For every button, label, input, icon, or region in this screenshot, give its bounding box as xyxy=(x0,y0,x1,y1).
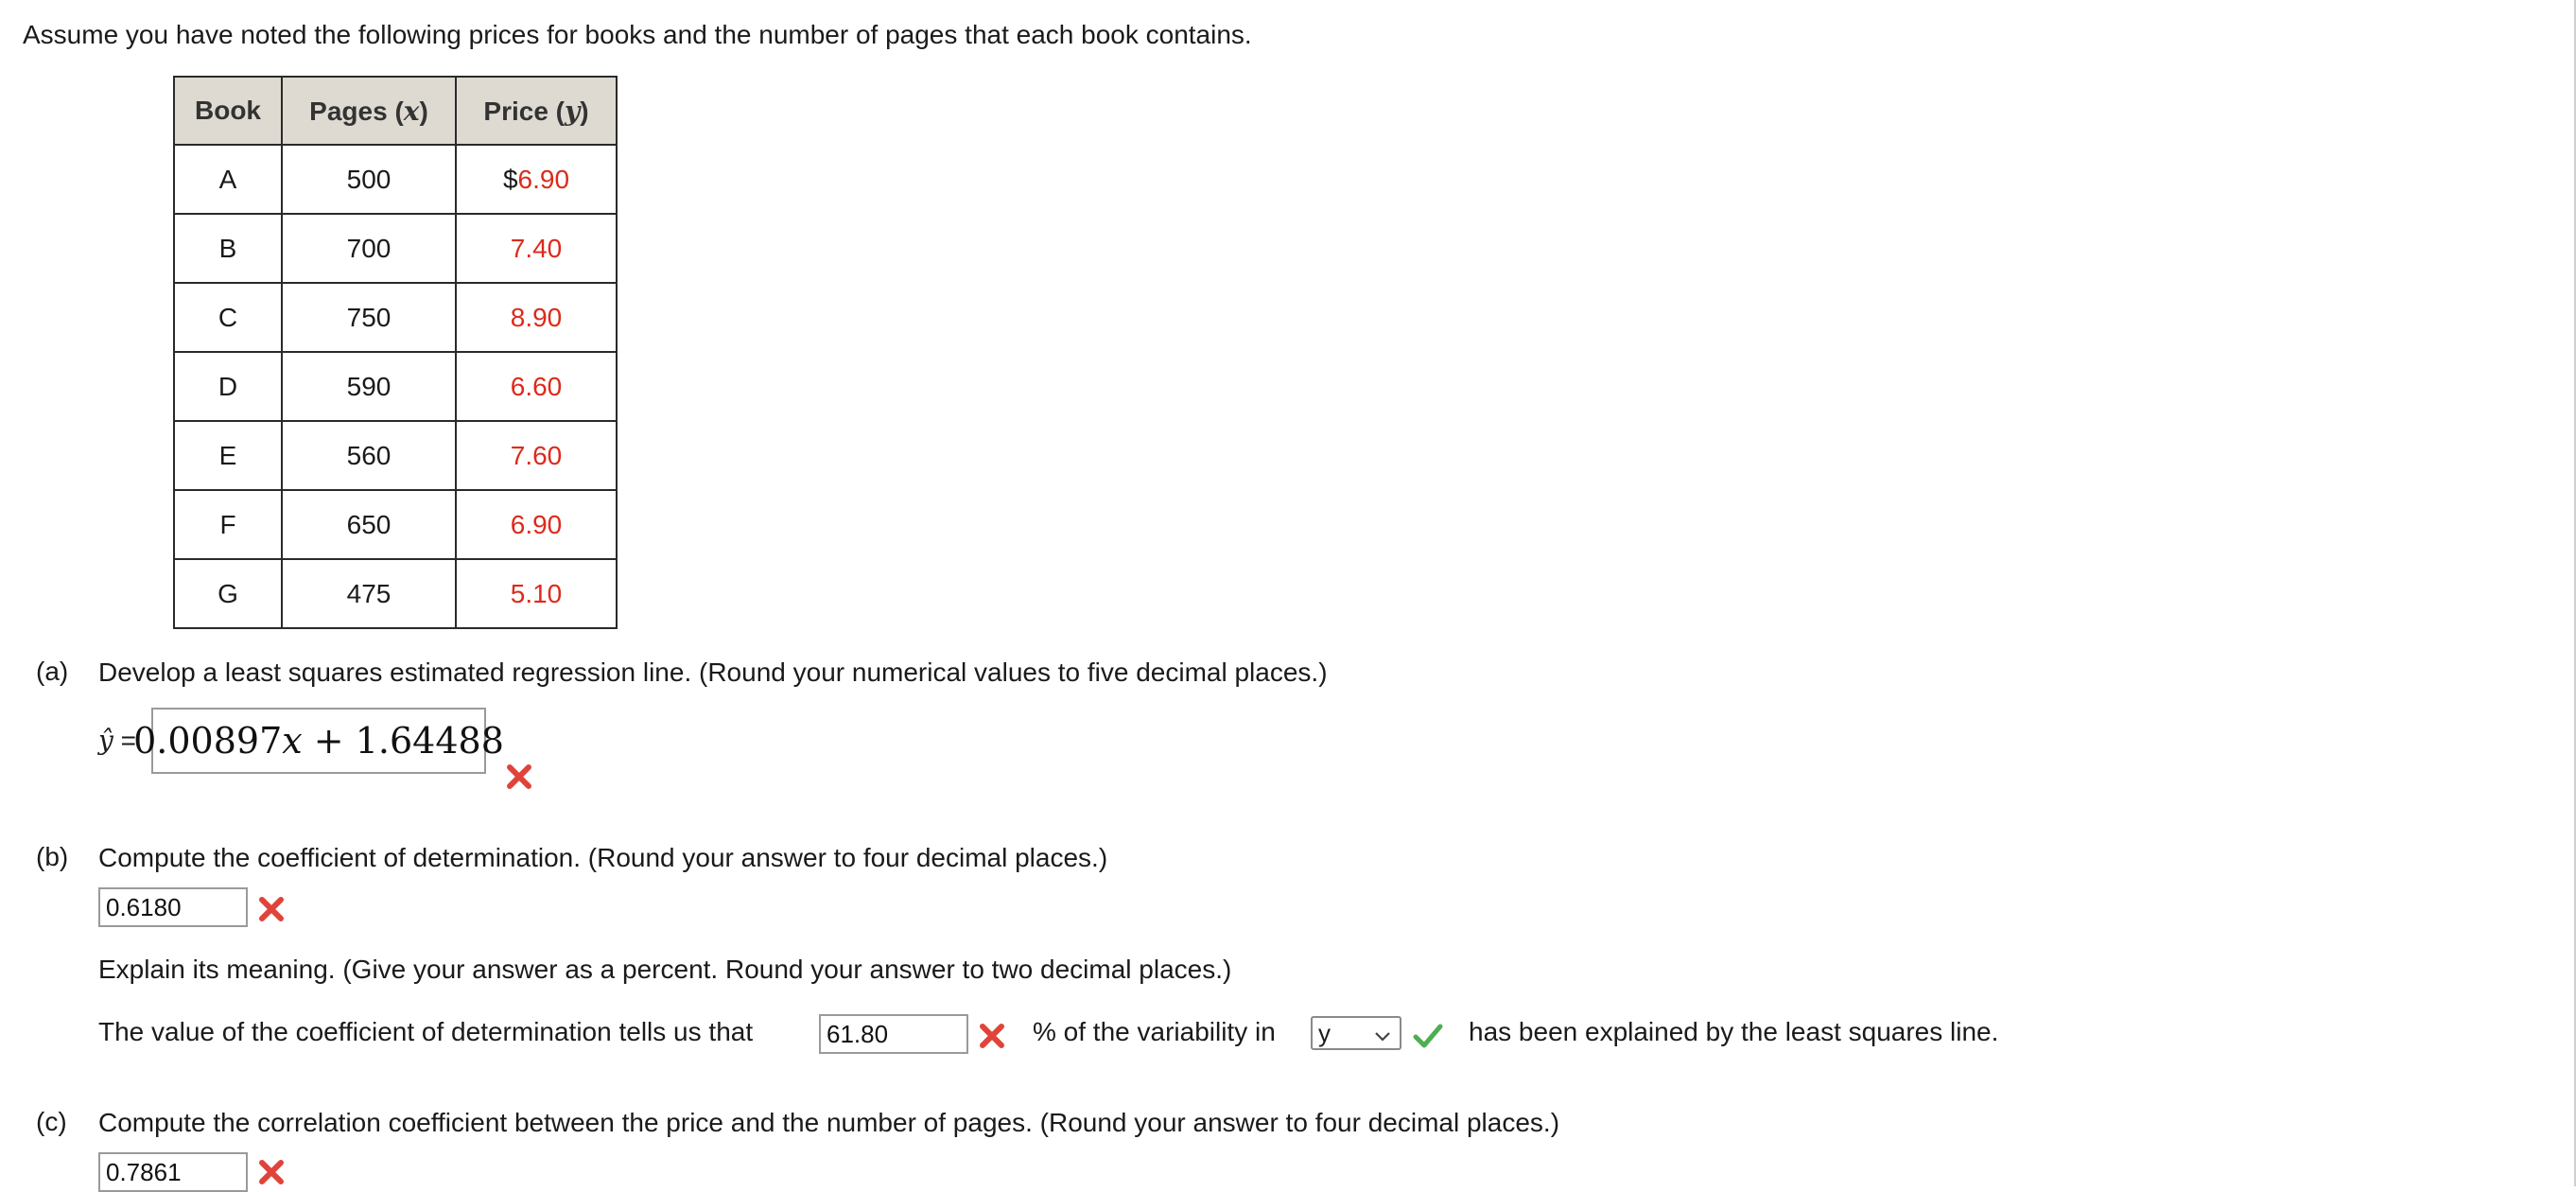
variable-select-value: y xyxy=(1318,1019,1331,1047)
cell-pages: 500 xyxy=(282,145,456,214)
variable-select[interactable] xyxy=(1311,1016,1401,1050)
answer-constant: 1.64488 xyxy=(355,720,504,762)
intro-text: Assume you have noted the following prices for books and the number of pages that each book contains. xyxy=(23,20,1252,49)
cell-pages: 700 xyxy=(282,214,456,283)
cell-price: 6.90 xyxy=(456,490,617,559)
chevron-down-icon xyxy=(1373,1022,1392,1052)
cell-pages: 590 xyxy=(282,352,456,421)
part-a-label: (a) xyxy=(36,657,69,686)
table-row xyxy=(174,559,617,628)
table-row xyxy=(174,352,617,421)
cell-pages: 650 xyxy=(282,490,456,559)
cell-book: D xyxy=(174,352,282,421)
cell-pages: 560 xyxy=(282,421,456,490)
table-row xyxy=(174,214,617,283)
part-b-question: Compute the coefficient of determination. (Round your answer to four decimal places.) xyxy=(98,843,1108,872)
x-mark-icon xyxy=(257,1158,286,1186)
table-row xyxy=(174,145,617,214)
header-book: Book xyxy=(174,77,282,145)
table-row xyxy=(174,421,617,490)
part-c-label: (c) xyxy=(36,1107,67,1136)
percent-answer-input[interactable]: 61.80 xyxy=(819,1014,968,1054)
cell-book: G xyxy=(174,559,282,628)
header-price: Price (y) xyxy=(456,77,617,145)
check-mark-icon xyxy=(1413,1022,1441,1050)
cell-pages: 750 xyxy=(282,283,456,352)
books-table xyxy=(173,76,618,629)
yhat-label xyxy=(98,725,136,756)
sentence-start: The value of the coefficient of determination tells us that xyxy=(98,1017,754,1046)
cell-price: $6.90 xyxy=(456,145,617,214)
part-b-label: (b) xyxy=(36,842,69,871)
cell-price: 7.60 xyxy=(456,421,617,490)
sentence-end: has been explained by the least squares line. xyxy=(1469,1017,1999,1046)
cell-book: E xyxy=(174,421,282,490)
cell-price: 5.10 xyxy=(456,559,617,628)
cell-price: 8.90 xyxy=(456,283,617,352)
header-pages: Pages (x) xyxy=(282,77,456,145)
cell-book: F xyxy=(174,490,282,559)
table-header-row xyxy=(174,77,617,145)
equals-sign: = xyxy=(120,726,136,755)
answer-plus: + xyxy=(313,720,344,762)
sentence-mid: % of the variability in xyxy=(1033,1017,1276,1046)
table-row xyxy=(174,283,617,352)
x-mark-icon xyxy=(505,763,533,791)
answer-variable: x xyxy=(282,720,303,762)
cell-book: C xyxy=(174,283,282,352)
cell-book: B xyxy=(174,214,282,283)
correlation-answer-input[interactable]: 0.7861 xyxy=(98,1152,248,1192)
determination-answer-input[interactable]: 0.6180 xyxy=(98,887,248,927)
x-mark-icon xyxy=(257,895,286,923)
explain-question: Explain its meaning. (Give your answer as a percent. Round your answer to two decimal places.) xyxy=(98,955,1232,984)
cell-price: 7.40 xyxy=(456,214,617,283)
cell-pages: 475 xyxy=(282,559,456,628)
part-c-question: Compute the correlation coefficient between the price and the number of pages. (Round your answer to four decimal places.) xyxy=(98,1108,1560,1137)
part-a-question: Develop a least squares estimated regression line. (Round your numerical values to five decimal places.) xyxy=(98,657,1328,687)
yhat-symbol: ŷ xyxy=(98,725,113,756)
answer-coefficient: 0.00897 xyxy=(133,720,283,762)
cell-book: A xyxy=(174,145,282,214)
regression-answer-box[interactable] xyxy=(133,708,504,774)
x-mark-icon xyxy=(978,1022,1006,1050)
cell-price: 6.60 xyxy=(456,352,617,421)
table-row xyxy=(174,490,617,559)
